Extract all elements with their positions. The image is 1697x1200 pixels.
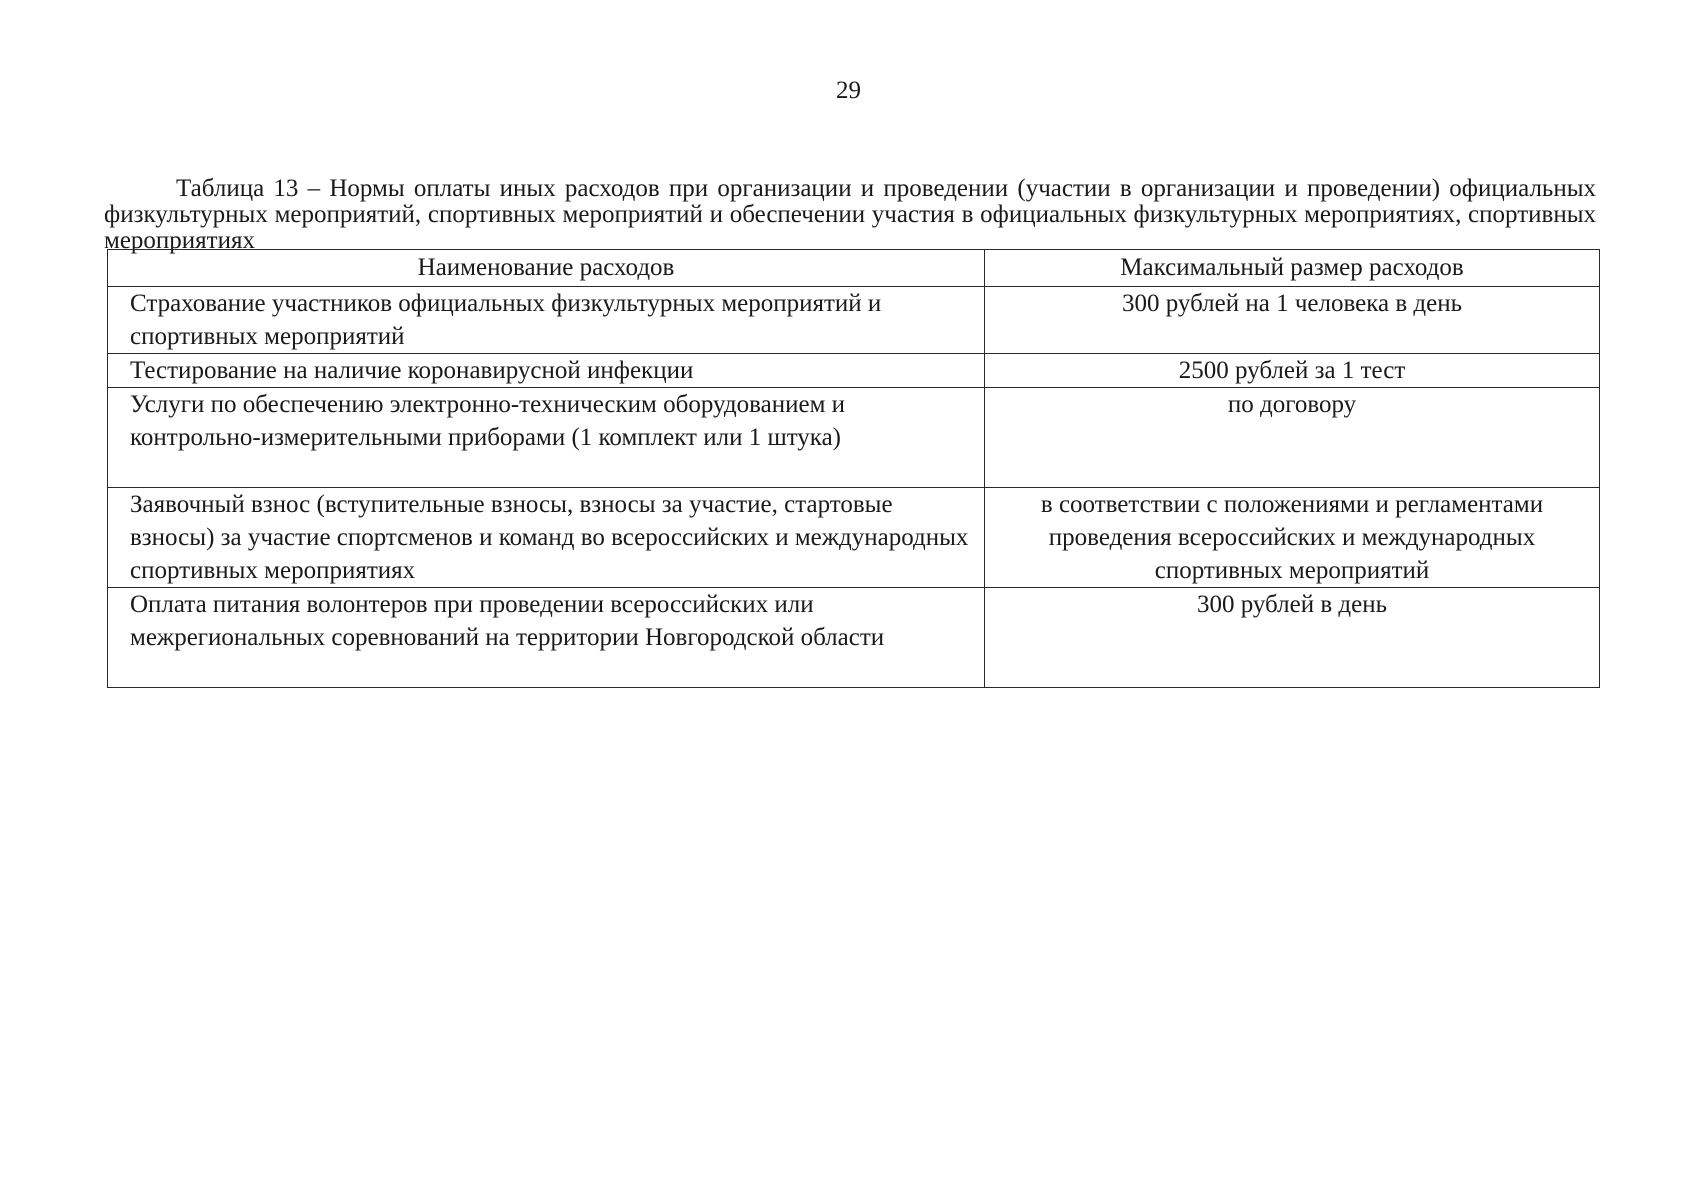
table-row [108,287,1600,354]
max-amount-cell: по договору [985,388,1600,488]
max-amount-cell: в соответствии с положениями и регламентами проведения всероссийских и международных спортивных мероприятий [985,488,1600,588]
table-header-row [108,250,1600,287]
table-row [108,488,1600,588]
table-row [108,388,1600,488]
table-caption: Таблица 13 – Нормы оплаты иных расходов при организации и проведении (участии в организации и проведении) официальных физкультурных мероприятий, спортивных мероприятий и обеспечении участия в официальных физкультурных мероприятиях, спортивных мероприятиях [104,175,1596,254]
header-expense-name: Наименование расходов [108,250,985,287]
expense-name-cell: Тестирование на наличие коронавирусной инфекции [108,354,985,388]
table-row [108,354,1600,388]
header-max-amount: Максимальный размер расходов [985,250,1600,287]
expense-name-cell: Заявочный взнос (вступительные взносы, взносы за участие, стартовые взносы) за участие спортсменов и команд во всероссийских и международных спортивных мероприятиях [108,488,985,588]
expense-name-cell: Оплата питания волонтеров при проведении всероссийских или межрегиональных соревнований на территории Новгородской области [108,588,985,688]
page-number: 29 [836,77,861,104]
max-amount-cell: 300 рублей на 1 человека в день [985,287,1600,354]
max-amount-cell: 2500 рублей за 1 тест [985,354,1600,388]
expense-norms-table [107,249,1600,688]
table-row [108,588,1600,688]
expense-name-cell: Страхование участников официальных физкультурных мероприятий и спортивных мероприятий [108,287,985,354]
expense-name-cell: Услуги по обеспечению электронно-техническим оборудованием и контрольно-измерительными приборами (1 комплект или 1 штука) [108,388,985,488]
max-amount-cell: 300 рублей в день [985,588,1600,688]
